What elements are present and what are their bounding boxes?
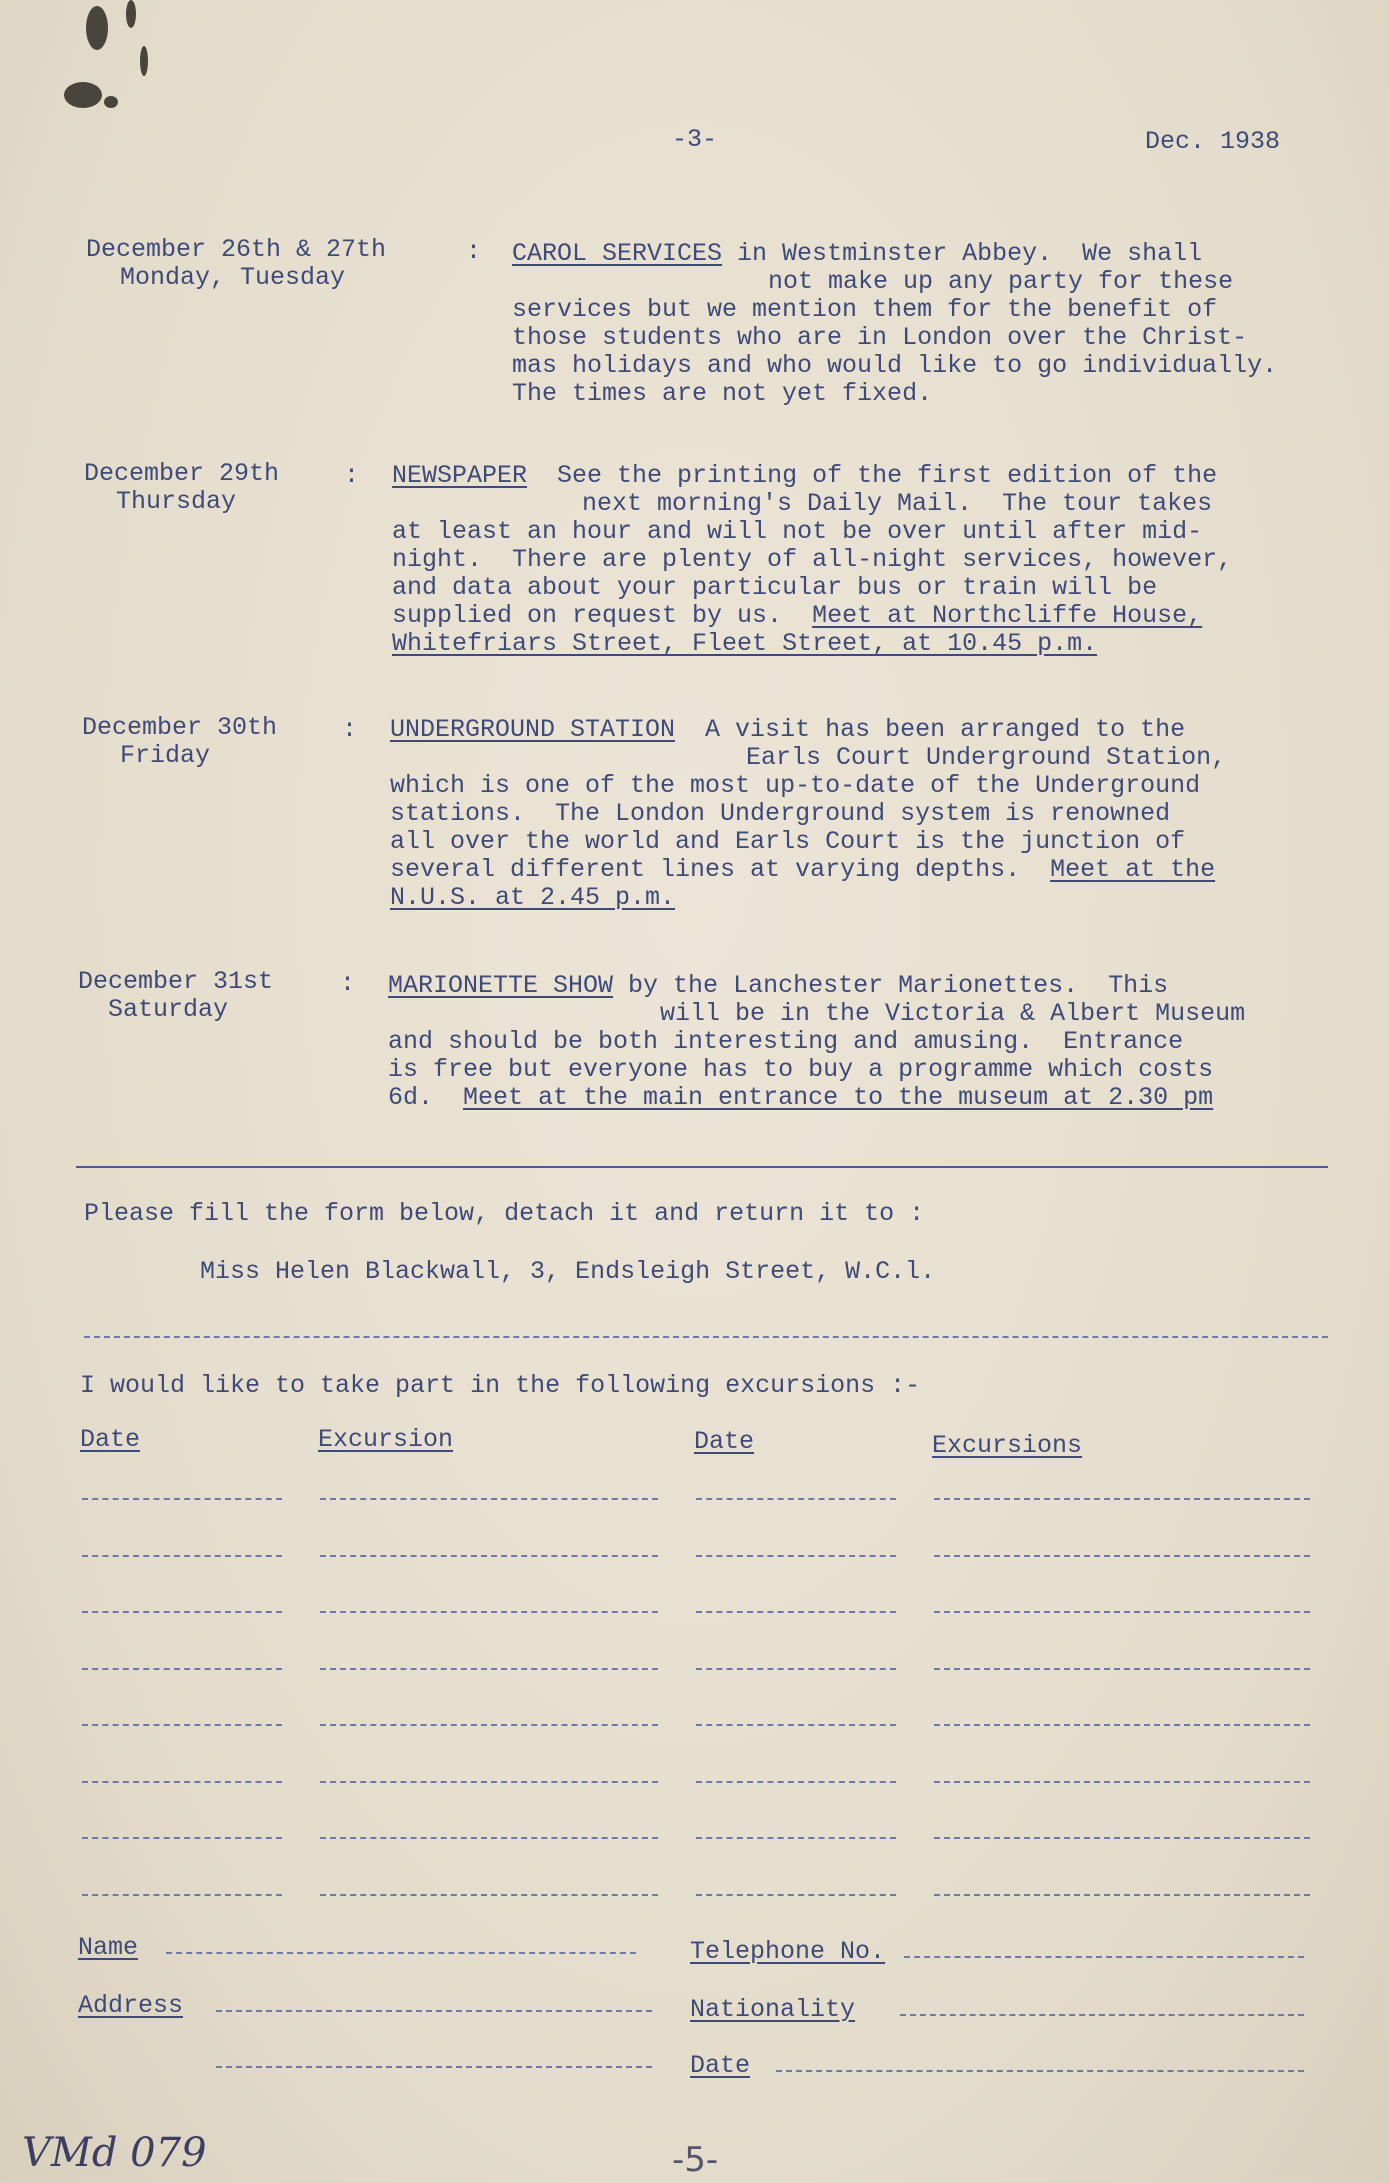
- event-line: all over the world and Earls Court is the junction of: [390, 827, 1186, 856]
- event-title: MARIONETTE SHOW: [388, 971, 614, 1000]
- excursion-row-blank[interactable]: [320, 1555, 658, 1557]
- section-divider: [76, 1166, 1328, 1168]
- event-date: December 30th: [82, 713, 278, 742]
- event-line: services but we mention them for the benefit of: [512, 295, 1218, 324]
- event-line: next morning's Daily Mail. The tour takes: [582, 489, 1213, 518]
- excursion-row-blank[interactable]: [696, 1498, 896, 1500]
- excursion-row-blank[interactable]: [934, 1837, 1310, 1839]
- ink-blot: [86, 6, 108, 50]
- event-date: December 31st: [78, 967, 274, 996]
- meeting-point: Meet at the: [1050, 855, 1216, 884]
- address-field[interactable]: [216, 2010, 652, 2012]
- event-line: will be in the Victoria & Albert Museum: [660, 999, 1246, 1028]
- detach-line: [84, 1336, 1328, 1338]
- event-line: CAROL SERVICES in Westminster Abbey. We shall: [512, 239, 1203, 268]
- date-label: Date: [690, 2051, 751, 2080]
- excursion-row-blank[interactable]: [934, 1668, 1310, 1670]
- excursion-row-blank[interactable]: [82, 1894, 282, 1896]
- excursion-row-blank[interactable]: [82, 1837, 282, 1839]
- event-separator: :: [466, 237, 482, 266]
- meeting-point: Whitefriars Street, Fleet Street, at 10.45 p.m.: [392, 629, 1098, 658]
- form-intro: I would like to take part in the following excursions :-: [80, 1371, 921, 1400]
- date-field[interactable]: [776, 2070, 1304, 2072]
- column-header-date: Date: [80, 1425, 141, 1454]
- event-line: those students who are in London over the Christ-: [512, 323, 1248, 352]
- telephone-field[interactable]: [904, 1956, 1304, 1958]
- column-header-excursion: Excursion: [318, 1425, 454, 1454]
- excursion-row-blank[interactable]: [696, 1724, 896, 1726]
- event-line: night. There are plenty of all-night services, however,: [392, 545, 1233, 574]
- excursion-row-blank[interactable]: [696, 1894, 896, 1896]
- footer-page-mark: -5-: [672, 2140, 719, 2180]
- event-day: Monday, Tuesday: [120, 263, 346, 292]
- event-day: Saturday: [108, 995, 229, 1024]
- excursion-row-blank[interactable]: [934, 1781, 1310, 1783]
- excursion-row-blank[interactable]: [320, 1837, 658, 1839]
- excursion-row-blank[interactable]: [934, 1894, 1310, 1896]
- event-line: several different lines at varying depths. Meet at the: [390, 855, 1216, 884]
- excursion-row-blank[interactable]: [696, 1555, 896, 1557]
- meeting-point: Meet at the main entrance to the museum at 2.30 pm: [463, 1083, 1214, 1112]
- excursion-row-blank[interactable]: [320, 1894, 658, 1896]
- event-line: stations. The London Underground system is renowned: [390, 799, 1171, 828]
- event-title: NEWSPAPER: [392, 461, 528, 490]
- event-line: The times are not yet fixed.: [512, 379, 933, 408]
- nationality-field[interactable]: [900, 2014, 1304, 2016]
- ink-blot: [126, 0, 136, 28]
- name-field[interactable]: [166, 1952, 636, 1954]
- event-separator: :: [340, 969, 356, 998]
- event-date: December 29th: [84, 459, 280, 488]
- event-separator: :: [344, 461, 360, 490]
- return-address: Miss Helen Blackwall, 3, Endsleigh Street, W.C.l.: [200, 1257, 936, 1286]
- column-header-date: Date: [694, 1427, 755, 1456]
- event-line: UNDERGROUND STATION A visit has been arranged to the: [390, 715, 1186, 744]
- excursion-row-blank[interactable]: [82, 1668, 282, 1670]
- column-header-excursions: Excursions: [932, 1431, 1083, 1460]
- event-line: and data about your particular bus or train will be: [392, 573, 1158, 602]
- excursion-row-blank[interactable]: [320, 1498, 658, 1500]
- event-line: which is one of the most up-to-date of the Underground: [390, 771, 1201, 800]
- event-title: UNDERGROUND STATION: [390, 715, 676, 744]
- archive-mark: VMd 079: [22, 2130, 207, 2176]
- excursion-row-blank[interactable]: [82, 1611, 282, 1613]
- event-line: 6d. Meet at the main entrance to the museum at 2.30 pm: [388, 1083, 1214, 1112]
- event-line: and should be both interesting and amusing. Entrance: [388, 1027, 1184, 1056]
- excursion-row-blank[interactable]: [696, 1611, 896, 1613]
- document-date: Dec. 1938: [1145, 127, 1281, 156]
- page-number: -3-: [672, 125, 718, 154]
- ink-blot: [64, 82, 102, 108]
- event-day: Thursday: [116, 487, 237, 516]
- ink-blot: [140, 46, 148, 76]
- excursion-row-blank[interactable]: [696, 1781, 896, 1783]
- meeting-point: N.U.S. at 2.45 p.m.: [390, 883, 676, 912]
- event-date: December 26th & 27th: [86, 235, 387, 264]
- address-field-line-2[interactable]: [216, 2066, 652, 2068]
- event-line: Earls Court Underground Station,: [746, 743, 1227, 772]
- excursion-row-blank[interactable]: [82, 1555, 282, 1557]
- excursion-row-blank[interactable]: [320, 1668, 658, 1670]
- event-line: is free but everyone has to buy a programme which costs: [388, 1055, 1214, 1084]
- excursion-row-blank[interactable]: [320, 1724, 658, 1726]
- event-line: not make up any party for these: [768, 267, 1234, 296]
- event-day: Friday: [120, 741, 211, 770]
- excursion-row-blank[interactable]: [696, 1837, 896, 1839]
- excursion-row-blank[interactable]: [82, 1781, 282, 1783]
- excursion-row-blank[interactable]: [934, 1498, 1310, 1500]
- event-line: MARIONETTE SHOW by the Lanchester Marionettes. This: [388, 971, 1169, 1000]
- excursion-row-blank[interactable]: [934, 1724, 1310, 1726]
- form-instruction: Please fill the form below, detach it and return it to :: [84, 1199, 925, 1228]
- telephone-label: Telephone No.: [690, 1937, 886, 1966]
- event-line: NEWSPAPER See the printing of the first edition of the: [392, 461, 1218, 490]
- ink-blot: [104, 96, 118, 108]
- name-label: Name: [78, 1933, 139, 1962]
- event-title: CAROL SERVICES: [512, 239, 723, 268]
- nationality-label: Nationality: [690, 1995, 856, 2024]
- excursion-row-blank[interactable]: [320, 1781, 658, 1783]
- excursion-row-blank[interactable]: [82, 1724, 282, 1726]
- address-label: Address: [78, 1991, 184, 2020]
- excursion-row-blank[interactable]: [934, 1555, 1310, 1557]
- excursion-row-blank[interactable]: [696, 1668, 896, 1670]
- event-separator: :: [342, 715, 358, 744]
- excursion-row-blank[interactable]: [320, 1611, 658, 1613]
- event-line: supplied on request by us. Meet at Northcliffe House,: [392, 601, 1203, 630]
- meeting-point: Meet at Northcliffe House,: [812, 601, 1203, 630]
- excursion-row-blank[interactable]: [82, 1498, 282, 1500]
- event-line: mas holidays and who would like to go individually.: [512, 351, 1278, 380]
- excursion-row-blank[interactable]: [934, 1611, 1310, 1613]
- event-line: at least an hour and will not be over until after mid-: [392, 517, 1203, 546]
